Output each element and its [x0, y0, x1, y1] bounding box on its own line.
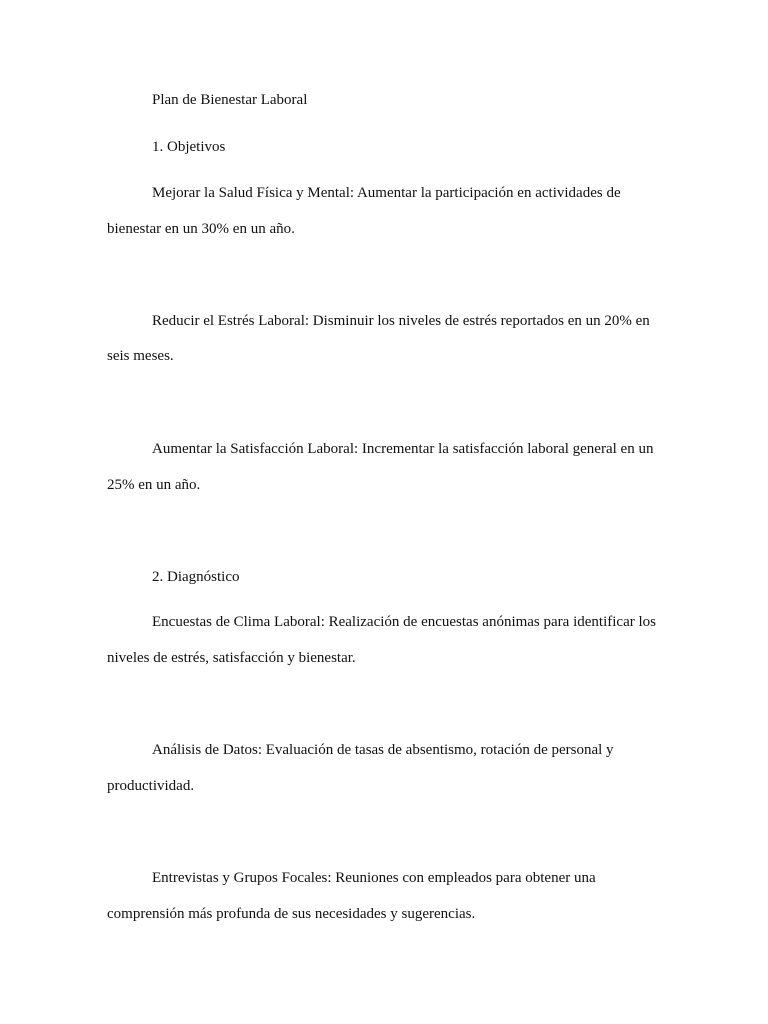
- paragraph-line: bienestar en un 30% en un año.: [107, 221, 295, 237]
- paragraph-line: productividad.: [107, 778, 195, 794]
- paragraph-line: Encuestas de Clima Laboral: Realización de encuestas anónimas para identificar los: [152, 614, 656, 630]
- paragraph-line: 25% en un año.: [107, 477, 201, 493]
- section-heading-diagnostico: 2. Diagnóstico: [152, 569, 240, 585]
- section-heading-objetivos: 1. Objetivos: [152, 139, 226, 155]
- document-title: Plan de Bienestar Laboral: [152, 92, 308, 108]
- paragraph-line: Aumentar la Satisfacción Laboral: Incrementar la satisfacción laboral general en un: [152, 441, 654, 457]
- paragraph-line: Mejorar la Salud Física y Mental: Aumentar la participación en actividades de: [152, 185, 621, 201]
- paragraph-line: niveles de estrés, satisfacción y bienestar.: [107, 650, 356, 666]
- paragraph-line: Entrevistas y Grupos Focales: Reuniones con empleados para obtener una: [152, 870, 596, 886]
- paragraph-line: comprensión más profunda de sus necesidades y sugerencias.: [107, 906, 476, 922]
- paragraph-line: seis meses.: [107, 348, 174, 364]
- paragraph-line: Análisis de Datos: Evaluación de tasas de absentismo, rotación de personal y: [152, 742, 614, 758]
- paragraph-line: Reducir el Estrés Laboral: Disminuir los niveles de estrés reportados en un 20% en: [152, 313, 650, 329]
